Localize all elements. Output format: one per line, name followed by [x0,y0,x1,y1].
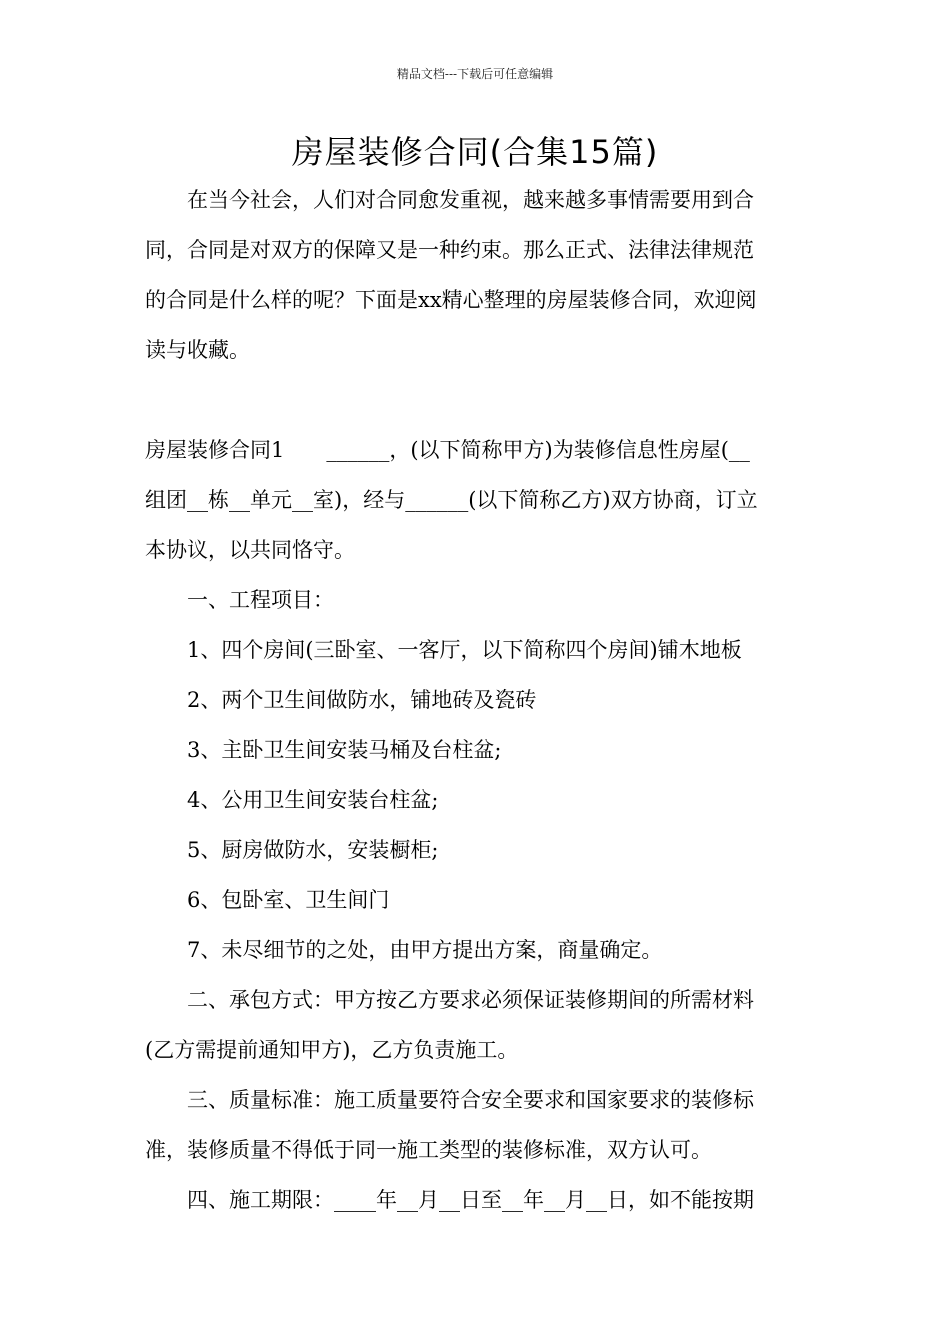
project-item-5: 5、厨房做防水，安装橱柜; [187,838,439,862]
project-item-7: 7、未尽细节的之处，由甲方提出方案，商量确定。 [187,938,663,962]
intro-line-1: 在当今社会，人们对合同愈发重视，越来越多事情需要用到合 [187,188,754,212]
intro-line-2: 同，合同是对双方的保障又是一种约束。那么正式、法律法律规范 [145,238,754,262]
section-contracting-line-1: 二、承包方式：甲方按乙方要求必须保证装修期间的所需材料 [187,988,754,1012]
contract-intro-line-3: 本协议，以共同恪守。 [145,538,355,562]
project-item-6: 6、包卧室、卫生间门 [187,888,390,912]
section-heading-projects: 一、工程项目： [187,588,334,612]
contract-intro-line-2: 组团__栋__单元__室)，经与______(以下简称乙方)双方协商，订立 [145,488,758,512]
section-quality-line-2: 准，装修质量不得低于同一施工类型的装修标准，双方认可。 [145,1138,712,1162]
project-item-4: 4、公用卫生间安装台柱盆; [187,788,439,812]
document-title: 房屋装修合同(合集15篇) [291,133,659,171]
project-item-2: 2、两个卫生间做防水，铺地砖及瓷砖 [187,688,537,712]
intro-line-4: 读与收藏。 [145,338,250,362]
section-contracting-line-2: (乙方需提前通知甲方)，乙方负责施工。 [145,1038,519,1062]
contract-heading-line: 房屋装修合同1 ______，(以下简称甲方)为装修信息性房屋(__ [145,438,750,462]
page-header: 精品文档---下载后可任意编辑 [396,67,554,81]
section-schedule-line-1: 四、施工期限：____年__月__日至__年__月__日，如不能按期 [187,1188,754,1212]
section-quality-line-1: 三、质量标准：施工质量要符合安全要求和国家要求的装修标 [187,1088,754,1112]
intro-line-3: 的合同是什么样的呢？下面是xx精心整理的房屋装修合同，欢迎阅 [145,288,757,312]
project-item-3: 3、主卧卫生间安装马桶及台柱盆; [187,738,502,762]
project-item-1: 1、四个房间(三卧室、一客厅，以下简称四个房间)铺木地板 [187,638,742,662]
